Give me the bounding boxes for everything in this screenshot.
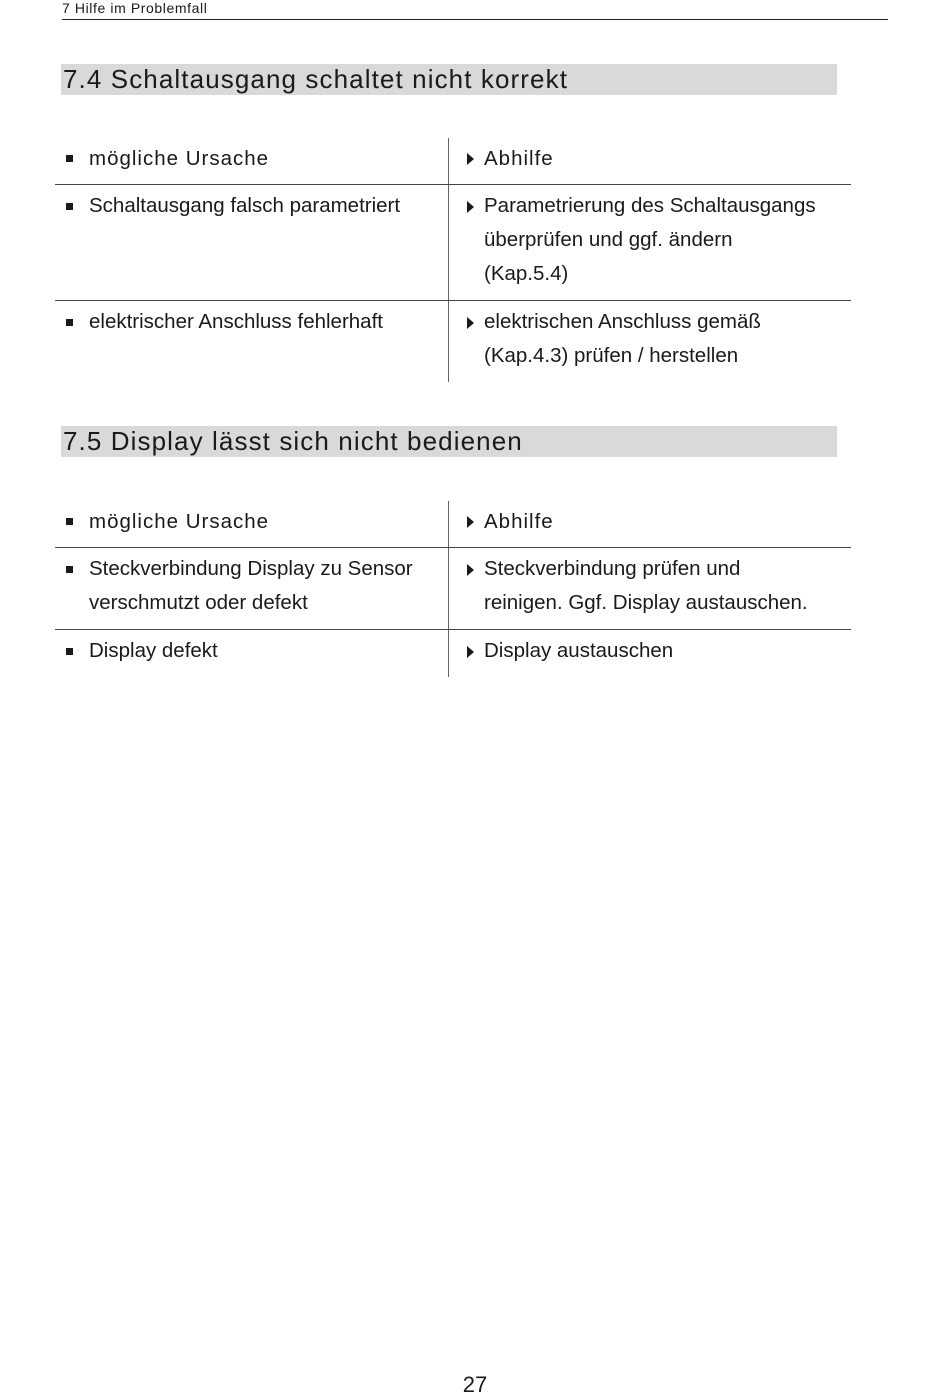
remedy-text-line: Display austauschen <box>484 639 674 662</box>
running-header-text: 7 Hilfe im Problemfall <box>62 0 208 16</box>
cause-cell <box>55 630 448 677</box>
square-bullet-icon <box>66 648 73 655</box>
remedy-cell <box>448 630 851 677</box>
arrow-bullet-icon <box>467 646 474 658</box>
header-remedy-cell <box>448 501 851 547</box>
square-bullet-icon <box>66 203 73 210</box>
troubleshooting-table-7-5 <box>55 501 851 677</box>
troubleshooting-table-7-4 <box>55 138 851 382</box>
arrow-bullet-icon <box>467 516 474 528</box>
arrow-bullet-icon <box>467 317 474 329</box>
page-number: 27 <box>462 1372 488 1397</box>
remedy-text-line: Steckverbindung prüfen und <box>484 557 741 580</box>
arrow-bullet-icon <box>467 153 474 165</box>
header-cause-label: mögliche Ursache <box>89 510 270 533</box>
cause-cell <box>55 301 448 382</box>
cause-cell <box>55 185 448 300</box>
cause-text-line: Schaltausgang falsch parametriert <box>89 194 401 217</box>
remedy-text-line: elektrischen Anschluss gemäß <box>484 310 761 333</box>
header-remedy-cell <box>448 138 851 184</box>
cause-text-line: Steckverbindung Display zu Sensor <box>89 557 413 580</box>
remedy-cell <box>448 548 851 629</box>
remedy-text-line: (Kap.5.4) <box>484 262 569 285</box>
header-cause-cell <box>55 138 448 184</box>
running-header <box>62 0 888 20</box>
square-bullet-icon <box>66 518 73 525</box>
arrow-bullet-icon <box>467 564 474 576</box>
table-header-row <box>55 138 851 184</box>
section-title-7-4: 7.4 Schaltausgang schaltet nicht korrekt <box>61 64 837 95</box>
square-bullet-icon <box>66 319 73 326</box>
cause-text-line: Display defekt <box>89 639 218 662</box>
cause-text-line: verschmutzt oder defekt <box>89 591 308 614</box>
table-header-row <box>55 501 851 547</box>
cause-cell <box>55 548 448 629</box>
arrow-bullet-icon <box>467 201 474 213</box>
square-bullet-icon <box>66 155 73 162</box>
cause-text-line: elektrischer Anschluss fehlerhaft <box>89 310 383 333</box>
header-cause-cell <box>55 501 448 547</box>
section-title-7-5: 7.5 Display lässt sich nicht bedienen <box>61 426 837 457</box>
remedy-text-line: Parametrierung des Schaltausgangs <box>484 194 816 217</box>
table-row <box>55 547 851 629</box>
remedy-cell <box>448 301 851 382</box>
remedy-text-line: überprüfen und ggf. ändern <box>484 228 733 251</box>
table-row <box>55 300 851 382</box>
table-row <box>55 184 851 300</box>
header-remedy-label: Abhilfe <box>484 147 554 170</box>
remedy-text-line: (Kap.4.3) prüfen / herstellen <box>484 344 739 367</box>
header-remedy-label: Abhilfe <box>484 510 554 533</box>
header-cause-label: mögliche Ursache <box>89 147 270 170</box>
remedy-cell <box>448 185 851 300</box>
square-bullet-icon <box>66 566 73 573</box>
remedy-text-line: reinigen. Ggf. Display austauschen. <box>484 591 808 614</box>
table-row <box>55 629 851 677</box>
